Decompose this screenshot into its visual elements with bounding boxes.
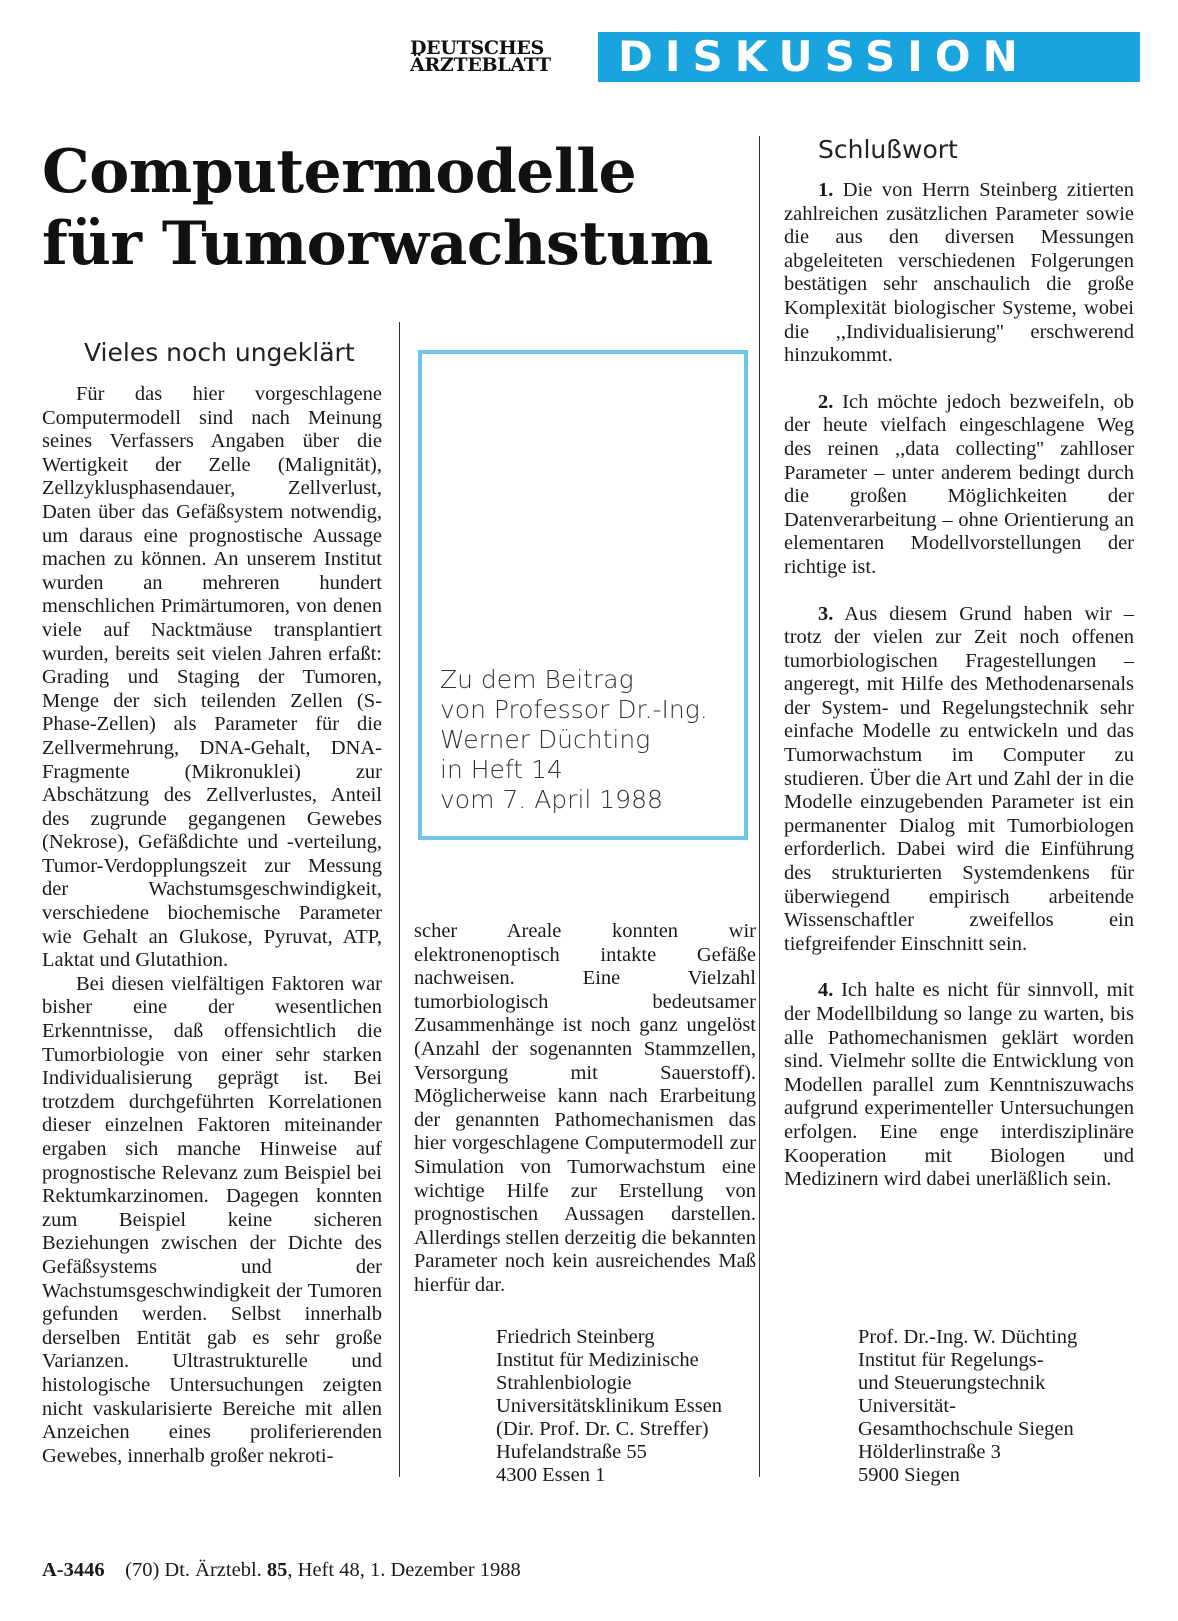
reference-line: Werner Düchting <box>440 725 651 754</box>
right-article-heading: Schlußwort <box>818 135 958 164</box>
signature-line: Institut für Regelungs- <box>858 1349 1044 1371</box>
author-signature-duechting <box>858 1326 1077 1487</box>
numbered-point <box>784 391 1134 580</box>
page-code: A-3446 <box>42 1559 105 1581</box>
left-article-heading: Vieles noch ungeklärt <box>84 338 355 367</box>
signature-line: Prof. Dr.-Ing. W. Düchting <box>858 1326 1078 1348</box>
brand-line-1: DEUTSCHES <box>410 37 544 59</box>
section-banner <box>598 32 1140 82</box>
right-article-column <box>784 179 1134 1192</box>
signature-line: Hufelandstraße 55 <box>496 1441 647 1463</box>
signature-line: Hölderlinstraße 3 <box>858 1441 1001 1463</box>
point-text: Ich möchte jedoch bezweifeln, ob der heute vielfach eingeschlagene Weg des reinen ,,data collecting'' zahlloser Parameter – unter anderem bedingt durch die großen Möglichkeiten der Datenverarbeitung – ohne Orientierung an elementaren Modellvorstellungen der richtige ist. <box>784 390 1135 578</box>
page-number: (70) <box>125 1559 160 1581</box>
left-article-column-2 <box>414 920 756 1298</box>
signature-line: Universität- <box>858 1395 956 1417</box>
reference-line: Zu dem Beitrag <box>440 665 634 694</box>
point-text: Aus diesem Grund haben wir – trotz der vielen zur Zeit noch offenen tumorbiologischen Fragestellungen – angeregt, mit Hilfe des Methodenarsenals der System- und Regelungstechnik sehr einfache Modelle zu entwickeln und das Tumorwachstum im Computer zu studieren. Über die Art und Zahl der in die Modelle einzugebenden Parameter ist ein permanenter Dialog mit Tumorbiologen erforderlich. Dabei wird die Einführung des strukturierten Systemdenkens für überwiegend empirisch arbeitende Wissenschaftler zweifellos ein tiefgreifender Einschnitt sein. <box>784 602 1134 955</box>
column-rule-left <box>399 322 400 1477</box>
reference-line: von Professor Dr.-Ing. <box>440 695 708 724</box>
volume-number: 85 <box>266 1559 288 1581</box>
signature-line: 4300 Essen 1 <box>496 1464 606 1486</box>
title-line-2: für Tumorwachstum <box>42 209 713 279</box>
point-text: Ich halte es nicht für sinnvoll, mit der Modellbildung so lange zu warten, bis alle Pathomechanismen geklärt worden sind. Vielmehr sollte die Entwicklung von Modellen parallel zum Kenntniszuwachs aufgrund experimenteller Untersuchungen erfolgen. Eine enge interdisziplinäre Kooperation mit Biologen und Medizinern wird dabei unerläßlich sein. <box>784 979 1134 1191</box>
paragraph: Für das hier vorgeschlagene Computermodell sind nach Meinung seines Verfassers Angaben über die Wertigkeit der Zelle (Malignität), Zellzyklusphasendauer, Zellverlust, Daten über das Gefäßsystem notwendig, um daraus eine prognostische Aussage machen zu können. An unserem Institut wurden an mehreren hundert menschlichen Primärtumoren, von denen viele auf Nacktmäuse transplantiert wurden, bereits seit vielen Jahren erfaßt: Grading und Staging der Tumoren, Menge der sich teilenden Zellen (S-Phase-Zellen) als Parameter für die Zellvermehrung, DNA-Gehalt, DNA-Fragmente (Mikronuklei) zur Abschätzung des Zellverlustes, Anteil des zugrunde gegangenen Gewebes (Nekrose), Gefäßdichte und -verteilung, Tumor-Verdopplungszeit zur Messung der Wachstumsgeschwindigkeit, verschiedene biochemische Parameter wie Gehalt an Glukose, Pyruvat, ATP, Laktat und Glutathion. <box>42 383 382 972</box>
signature-line: Institut für Medizinische <box>496 1349 699 1371</box>
signature-line: 5900 Siegen <box>858 1464 960 1486</box>
point-number: 2. <box>818 390 834 413</box>
issue-info: , Heft 48, 1. Dezember 1988 <box>287 1559 521 1581</box>
page-footer <box>42 1558 521 1582</box>
journal-brand <box>410 37 551 76</box>
numbered-point <box>784 603 1134 957</box>
point-number: 4. <box>818 979 834 1002</box>
numbered-point <box>784 979 1134 1191</box>
title-line-1: Computermodelle <box>42 137 637 207</box>
brand-line-2: ÄRZTEBLATT <box>410 54 551 76</box>
point-number: 3. <box>818 602 834 625</box>
reference-line: in Heft 14 <box>440 755 563 784</box>
paragraph: Bei diesen vielfältigen Faktoren war bisher eine der wesentlichen Erkenntnisse, daß offensichtlich die Tumorbiologie von einer sehr starken Individualisierung geprägt ist. Bei trotzdem durchgeführten Korrelationen dieser einzelnen Faktoren miteinander ergaben sich manche Hinweise auf prognostische Relevanz zum Beispiel bei Rektumkarzinomen. Dagegen konnten zum Beispiel keine sicheren Beziehungen zwischen der Dichte des Gefäßsystems und der Wachstumsgeschwindigkeit der Tumoren gefunden werden. Selbst innerhalb derselben Entität gab es sehr große Varianzen. Ultrastrukturelle und histologische Untersuchungen zeigten nicht vaskularisierte Bereiche mit allen Anzeichen eines proliferierenden Gewebes, innerhalb großer nekroti- <box>42 972 382 1467</box>
signature-line: Universitätsklinikum Essen <box>496 1395 723 1417</box>
journal-name: Dt. Ärztebl. <box>164 1559 262 1581</box>
signature-line: Gesamthochschule Siegen <box>858 1418 1074 1440</box>
section-label: DISKUSSION <box>618 32 1030 81</box>
paragraph: scher Areale konnten wir elektronenoptisch intakte Gefäße nachweisen. Eine Vielzahl tumorbiologisch bedeutsamer Zusammenhänge ist noch ganz ungelöst (Anzahl der sogenannten Stammzellen, Versorgung mit Sauerstoff). Möglicherweise kann nach Erarbeitung der genannten Pathomechanismen das hier vorgeschlagene Computermodell zur Simulation von Tumorwachstum eine wichtige Hilfe zur Erstellung von prognostischen Aussagen darstellen. Allerdings stellen derzeitig die bekannten Parameter noch kein ausreichendes Maß hierfür dar. <box>414 920 756 1296</box>
signature-line: und Steuerungstechnik <box>858 1372 1046 1394</box>
signature-line: (Dir. Prof. Dr. C. Streffer) <box>496 1418 709 1440</box>
point-number: 1. <box>818 179 834 201</box>
signature-line: Friedrich Steinberg <box>496 1326 655 1348</box>
point-text: Die von Herrn Steinberg zitierten zahlreichen zusätzlichen Parameter sowie die aus den diversen Messungen abgeleiteten verschiedenen Folgerungen bestätigen sehr anschaulich die große Komplexität biologischer Systeme, wobei die ,,Individualisierung'' erschwerend hinzukommt. <box>784 179 1134 367</box>
reference-line: vom 7. April 1988 <box>440 785 663 814</box>
numbered-point <box>784 179 1134 368</box>
signature-line: Strahlenbiologie <box>496 1372 632 1394</box>
article-title <box>42 136 782 280</box>
left-article-column-1 <box>42 383 382 1468</box>
reference-box-text <box>440 665 760 815</box>
author-signature-steinberg <box>496 1326 722 1487</box>
